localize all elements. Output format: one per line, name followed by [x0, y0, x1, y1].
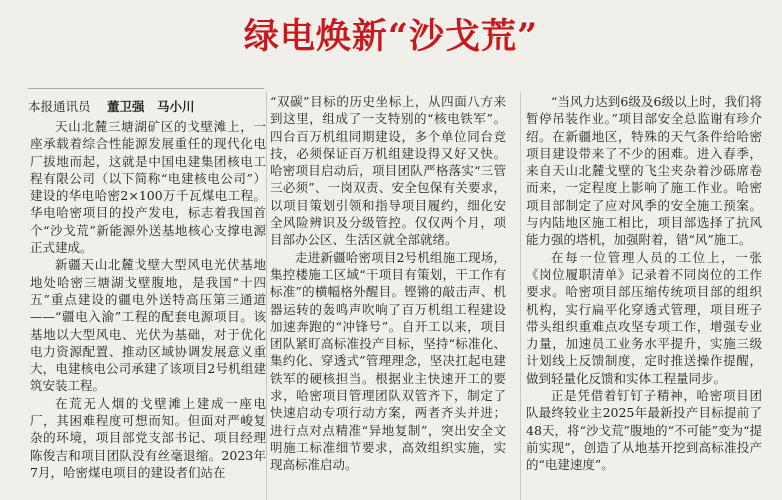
- paragraph: 在荒无人烟的戈壁滩上建成一座电厂，其困难程度可想而知。但面对严峻复杂的环境，项目部党支部书记、项目经理陈俊吉和项目团队没有丝毫退缩。2023年7月，哈密煤电项目的建设者们站在: [30, 395, 266, 480]
- paragraph: 正是凭借着钉钉子精神，哈密项目团队最终较业主2025年最新投产目标提前了48天，将“沙戈荒”腹地的“不可能”变为“提前实现”，创造了从地基开挖到高标准投产的“电建速度”。: [526, 388, 762, 473]
- article-column-1: [30, 118, 266, 481]
- paragraph: 在每一位管理人员的工位上，一张《岗位履职清单》记录着不同岗位的工作要求。哈密项目部压缩传统项目部的组织机构，实行扁平化穿透式管理，项目班子带头组织重难点攻坚专项工作，增强专业力量，加速员工业务水平提升，实施三级计划线上反馈制度，定时推送操作提醒，做到轻量化反馈和实体工程量同步。: [526, 249, 762, 386]
- byline-names: 董卫强 马小川: [107, 99, 195, 114]
- paragraph: 天山北麓三塘湖矿区的戈壁滩上，一座承载着综合性能源发展重任的现代化电厂拔地而起，这就是中国电建集团核电工程有限公司（以下简称“电建核电公司”）建设的华电哈密2×100万千瓦煤电工程。华电哈密项目的投产发电，标志着我国首个“沙戈荒”新能源外送基地核心支撑电源正式建成。: [30, 119, 266, 256]
- byline-prefix: 本报通讯员: [28, 99, 91, 114]
- column-divider: [266, 92, 267, 500]
- article-column-3: [526, 93, 762, 474]
- paragraph: 走进新疆哈密项目2号机组施工现场，集控楼施工区域“干项目有策划，干工作有标准”的横幅格外醒目。铿锵的敲击声、机器运转的轰鸣声吹响了百万机组工程建设加速奔跑的“冲锋号”。自开工以来，项目团队紧盯高标准投产目标，坚持“标准化、集约化、穿透式”管理理念，坚决扛起电建铁军的硬核担当。根据业主快速开工的要求，哈密项目管理团队双管齐下，制定了快速启动专项行动方案，两者齐头并进；进行点对点精准“异地复制”，突出安全文明施工标准细节要求，高效组织实施，实现高标准启动。: [270, 249, 506, 473]
- byline: [28, 97, 263, 115]
- article-column-2: [270, 93, 506, 474]
- paragraph: “当风力达到6级及6级以上时，我们将暂停吊装作业。”项目部安全总监谢有珍介绍。在新疆地区，特殊的天气条件给哈密项目建设带来了不少的困难。进入春季，来自天山北麓戈壁的飞尘夹杂着沙砾席卷而来，一定程度上影响了施工作业。哈密项目部制定了应对风季的安全施工预案。与内陆地区施工相比，项目部选择了抗风能力强的塔机，加强附着，错“风”施工。: [526, 94, 762, 248]
- paragraph: 新疆天山北麓戈壁大型风电光伏基地地处哈密三塘湖戈壁腹地，是我国“十四五”重点建设的疆电外送特高压第三通道——“疆电入渝”工程的配套电源项目。该基地以大型风电、光伏为基础，对于优化电力资源配置、推动区域协调发展意义重大，电建核电公司承建了该项目2号机组建筑安装工程。: [30, 257, 266, 394]
- column-divider: [520, 92, 521, 500]
- byline-rule: [28, 88, 264, 89]
- paragraph: “双碳”目标的历史坐标上，从四面八方来到这里，组成了一支特别的“核电铁军”。四台百万机组同期建设，多个单位同台竞技，必须保证百万机组建设得又好又快。哈密项目启动后，项目团队严格落实“三管三必须”、一岗双责、安全包保有关要求，以项目策划引领和指导项目履约，细化安全风险辨识及分级管控。仅仅两个月，项目部办公区、生活区就全部就绪。: [270, 94, 506, 248]
- headline: 绿电焕新“沙戈荒”: [243, 16, 539, 57]
